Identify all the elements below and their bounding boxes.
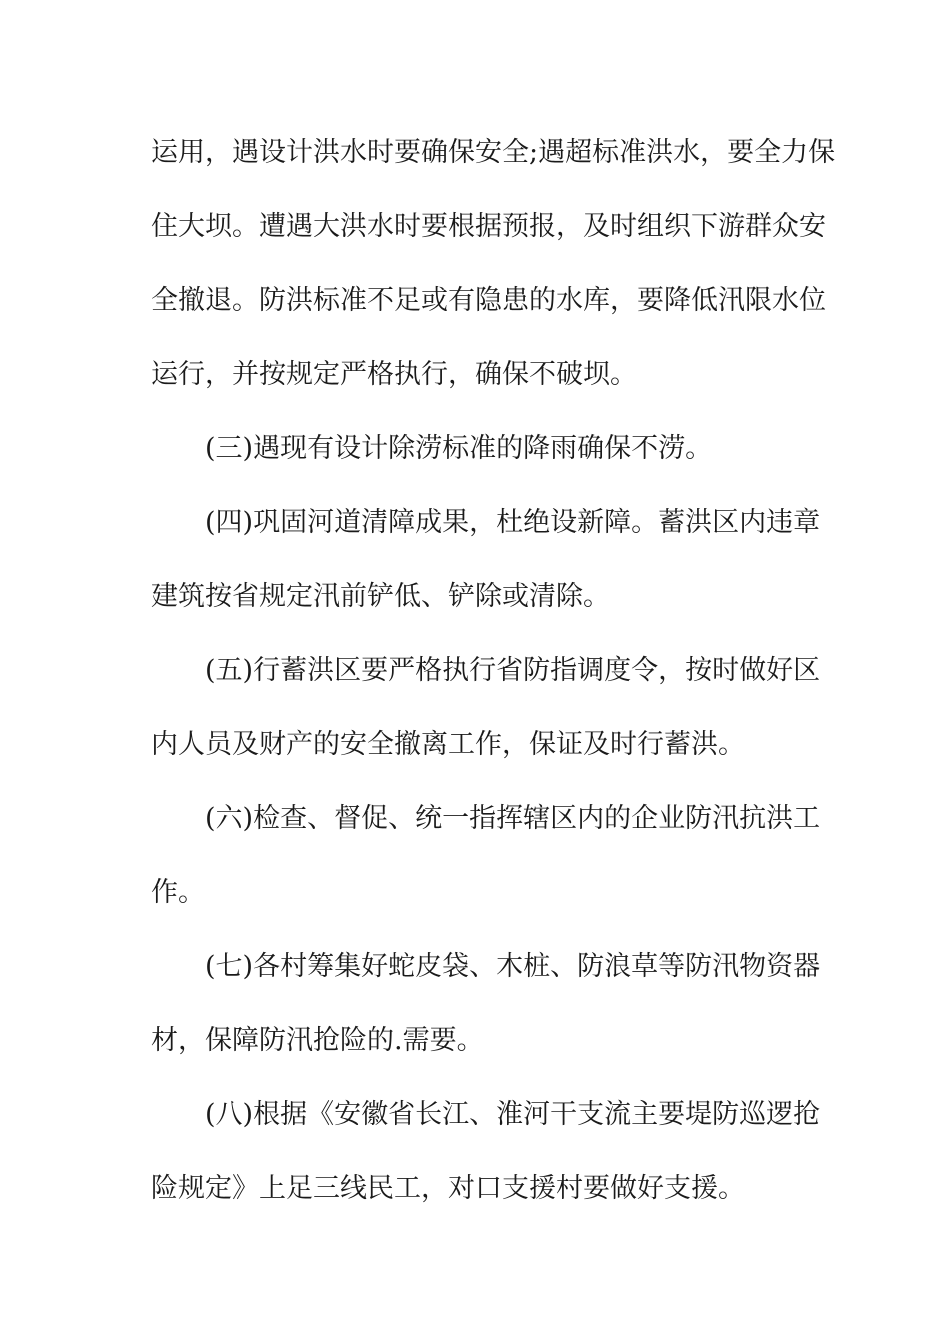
text-line: 材，保障防汛抢险的.需要。 — [151, 1025, 484, 1056]
text-line: (四)巩固河道清障成果，杜绝设新障。蓄洪区内违章 — [205, 507, 821, 538]
text-line: 作。 — [151, 877, 205, 908]
text-line: (三)遇现有设计除涝标准的降雨确保不涝。 — [205, 433, 713, 464]
text-line: (六)检查、督促、统一指挥辖区内的企业防汛抗洪工 — [205, 803, 821, 834]
text-line: 险规定》上足三线民工，对口支援村要做好支援。 — [151, 1173, 745, 1204]
text-line: 内人员及财产的安全撤离工作，保证及时行蓄洪。 — [151, 729, 745, 760]
text-line: (七)各村筹集好蛇皮袋、木桩、防浪草等防汛物资器 — [205, 951, 821, 982]
text-line: 运用，遇设计洪水时要确保安全;遇超标准洪水，要全力保 — [151, 137, 836, 168]
text-line: 运行，并按规定严格执行，确保不破坝。 — [151, 359, 637, 390]
text-line: 住大坝。遭遇大洪水时要根据预报，及时组织下游群众安 — [151, 211, 826, 242]
text-line: 全撤退。防洪标准不足或有隐患的水库，要降低汛限水位 — [151, 285, 826, 316]
text-line: (五)行蓄洪区要严格执行省防指调度令，按时做好区 — [205, 655, 821, 686]
text-line: (八)根据《安徽省长江、淮河干支流主要堤防巡逻抢 — [205, 1099, 821, 1130]
text-line: 建筑按省规定汛前铲低、铲除或清除。 — [151, 581, 610, 612]
